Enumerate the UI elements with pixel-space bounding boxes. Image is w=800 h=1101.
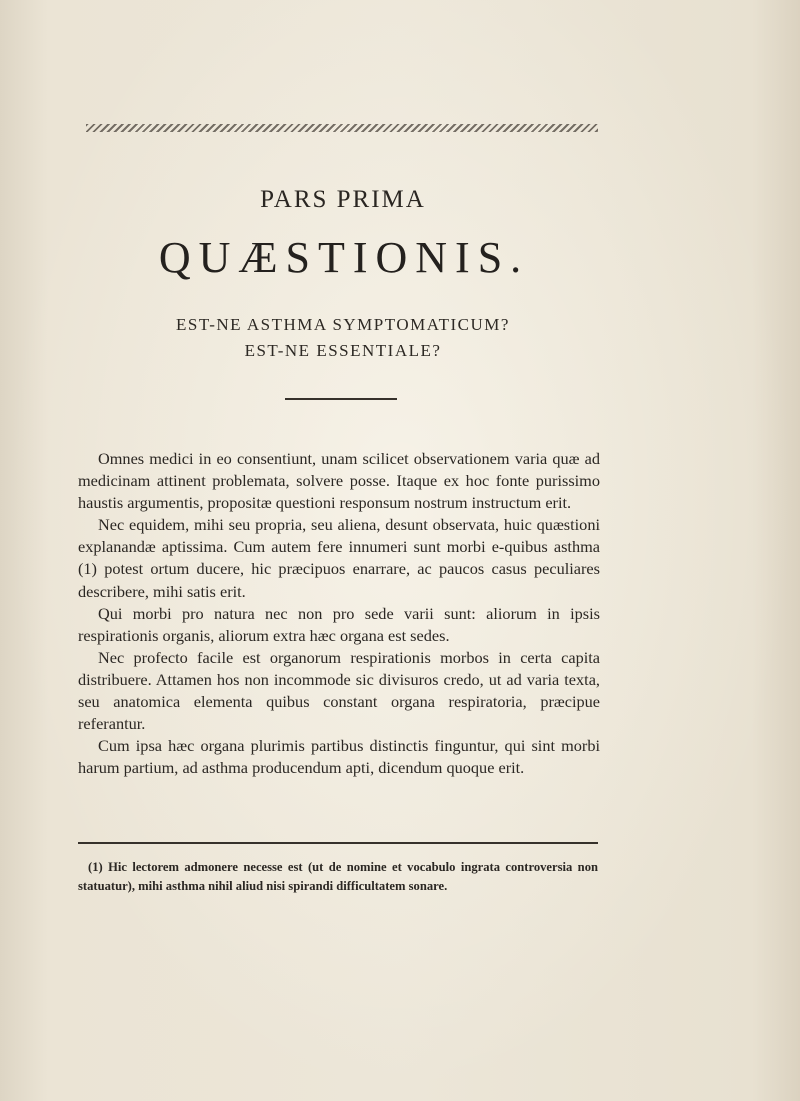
decorative-rule-ornament bbox=[86, 124, 598, 132]
question-line-1: EST-NE ASTHMA SYMPTOMATICUM? bbox=[176, 315, 510, 334]
question-line-2: EST-NE ESSENTIALE? bbox=[244, 341, 442, 360]
paragraph: Qui morbi pro natura nec non pro sede varii sunt: aliorum in ipsis respirationis organis, aliorum extra hæc organa est sedes. bbox=[78, 603, 600, 645]
paragraph: Nec equidem, mihi seu propria, seu aliena, desunt observata, huic quæstioni explanandæ aptissima. Cum autem fere innumeri sunt morbi e-quibus asthma (1) potest ortum ducere, hic præcipuos enarrare, ac paucos casus peculiares describere, mihi satis erit. bbox=[78, 515, 600, 601]
body-text bbox=[78, 448, 600, 779]
section-title: QUÆSTIONIS. bbox=[158, 233, 530, 282]
short-divider bbox=[285, 398, 397, 400]
paragraph: Nec profecto facile est organorum respirationis morbos in certa capita distribuere. Attamen hos non incommode sic divisuros credo, ut ad varia texta, seu anatomica elementa quibus constant organa respiratoria, præcipue referantur. bbox=[78, 647, 600, 734]
footnote-text: (1) Hic lectorem admonere necesse est (ut de nomine et vocabulo ingrata controversia non statuatur), mihi asthma nihil aliud nisi spirandi difficultatem sonare. bbox=[78, 860, 598, 893]
footnote bbox=[78, 858, 598, 895]
footnote-divider bbox=[78, 842, 598, 844]
paragraph: Cum ipsa hæc organa plurimis partibus distinctis finguntur, qui sint morbi harum partium, ad asthma producendum apti, dicendum quoque erit. bbox=[78, 736, 600, 778]
part-heading: PARS PRIMA bbox=[260, 186, 426, 213]
paragraph: Omnes medici in eo consentiunt, unam scilicet observationem varia quæ ad medicinam attinent problemata, solvere posse. Itaque ex hoc fonte purissimo haustis argumentis, propositæ questioni responsum nostrum instructum erit. bbox=[78, 449, 600, 513]
